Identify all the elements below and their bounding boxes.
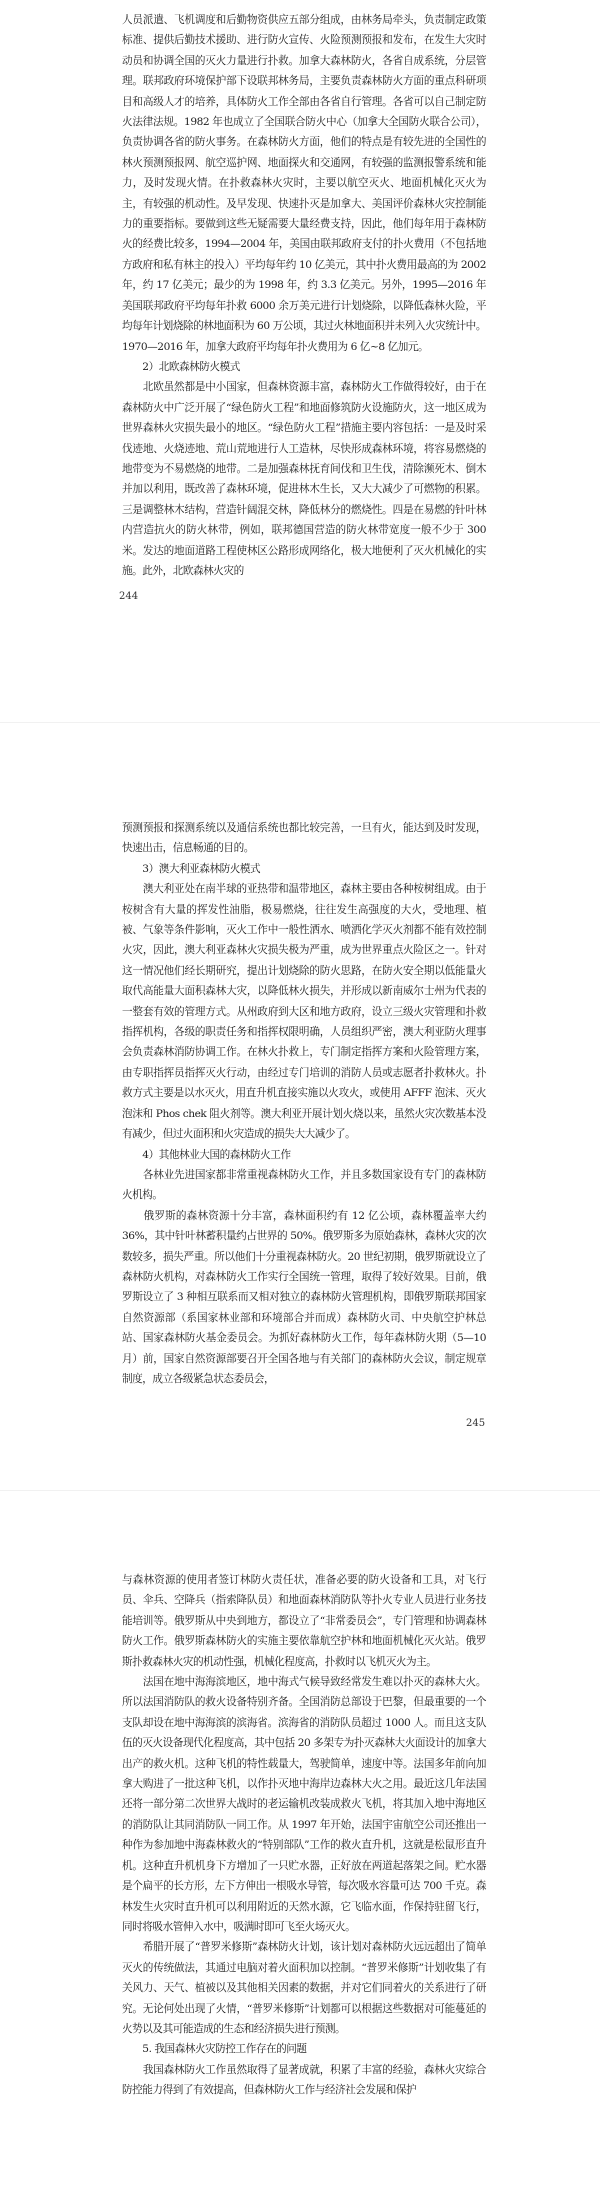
page-body-text: 人员派遣、飞机调度和后勤物资供应五部分组成，由林务局牵头，负责制定政策标准、提供后勤技术援助、进行防火宣传、火险预测预报和发布，在发生大灾时动员和协调全国的灭火力量进行扑救。加拿大森林防火，各省自成系统，分层管理。联邦政府环境保护部下设联邦林务局，主要负责森林防火方面的重点科研项目和高级人才的培养，具体防火工作全部由各省自行管理。各省可以自己制定防火法律法规。1982 年也成立了全国联合防火中心（加拿大全国防火联合公司），负责协调各省的防火事务。在森林防火方面，他们的特点是有较先进的全国性的林火预测预报网、航空巡护网、地面探火和交通网，有较强的监测报警系统和能力，及时发现火情。在扑救森林火灾时，主要以航空灭火、地面机械化灭火为主，有较强的机动性。及早发现、快速扑灭是加拿大、美国评价森林火灾控制能力的重要指标。要做到这些无疑需要大量经费支持，因此，他们每年用于森林防火的经费比较多，1994—2004 年，美国由联邦政府支付的扑火费用（不包括地方政府和私有林主的投入）平均每年约 10 亿美元，其中扑火费用最高的为 2002 年，约 17 亿美元；最少的为 1998 年，约 3.3 亿美元。另外，1995—2016 年美国联邦政府平均每年扑救 6000 余万美元进行计划烧除，以降低森林火险，平均每年计划烧除的林地面积为 60 万公顷，其过火林地面积并未列入火灾统计中。1970—2016 年，加拿大政府平均每年扑火费用为 6 亿~8 亿加元。 2）北欧森林防火模式 北欧虽然都是中小国家，但森林资源丰富，森林防火工作做得较好，由于在森林防火中广泛开展了“绿色防火工程”和地面修筑防火设施防火，这一地区成为世界森林火灾损失最小的地区。“绿色防火工程”措施主要内容包括：一是及时采伐迹地、火烧迹地、荒山荒地进行人工造林，尽快形成森林环境，将容易燃烧的地带变为不易燃烧的地带。二是加强森林抚育间伐和卫生伐，清除濒死木、倒木并加以利用，既改善了森林环境，促进林木生长，又大大减少了可燃物的积累。三是调整林木结构，营造针阔混交林，降低林分的燃烧性。四是在易燃的针叶林内营造抗火的防火林带，例如，联邦德国营造的防火林带宽度一般不少于 300 米。发达的地面道路工程使林区公路形成网络化，极大地便利了灭火机械化的实施。此外，北欧森林火灾的 xyxy=(122,14,486,577)
page-number: 244 xyxy=(119,591,139,602)
page-body-text: 与森林资源的使用者签订林防火责任状，准备必要的防火设备和工具，对飞行员、伞兵、空降兵（指索降队员）和地面森林消防队等扑火专业人员进行业务技能培训等。俄罗斯从中央到地方，都设立了“非常委员会”，专门管理和协调森林防火工作。俄罗斯森林防火的实施主要依靠航空护林和地面机械化灭火站。俄罗斯扑救森林火灾的机动性强，机械化程度高，扑救时以飞机灭火为主。 法国在地中海海滨地区，地中海式气候导致经常发生难以扑灭的森林大火。所以法国消防队的救火设备特别齐备。全国消防总部设于巴黎，但最重要的一个支队却设在地中海海滨的滨海省。滨海省的消防队员超过 1000 人。而且这支队伍的灭火设备现代化程度高，其中包括 20 多架专为扑灭森林大火面设计的加拿大出产的救火机。这种飞机的特性载量大，驾驶简单，速度中等。法国多年前向加拿大购进了一批这种飞机，以作扑灭地中海岸边森林大火之用。最近这几年法国还将一部分第二次世界大战时的老运输机改装成救火飞机，将其加入地中海地区的消防队让其同消防队一同工作。从 1997 年开始，法国宇宙航空公司还推出一种作为参加地中海森林救火的“特别部队”工作的救火直升机，这就是松鼠形直升机。这种直升机机身下方增加了一只贮水器，正好放在两道起落架之间。贮水器是个扁平的长方形，左下方伸出一根吸水导管，每次吸水容量可达 700 千克。森林发生火灾时直升机可以利用附近的天然水源，它飞临水面，作保持驻留飞行，同时将吸水管伸入水中，吸满时即可飞至火场灭火。 希腊开展了“普罗米修斯”森林防火计划，该计划对森林防火远远超出了简单灭火的传统做法，其通过电脑对着火面积加以控制。“普罗米修斯”计划收集了有关风力、天气、植被以及其他相关因素的数据，并对它们同着火的关系进行了研究。无论何处出现了火情，“普罗米修斯”计划都可以根据这些数据对可能蔓延的火势以及其可能造成的生态和经济损失进行预测。 5. 我国森林火灾防控工作存在的问题 我国森林防火工作虽然取得了显著成就，积累了丰富的经验，森林火灾综合防控能力得到了有效提高，但森林防火工作与经济社会发展和保护 xyxy=(122,1574,486,2097)
page-244 xyxy=(0,0,600,722)
page-body-text: 预测预报和探测系统以及通信系统也都比较完善，一旦有火，能达到及时发现，快速出击，信息畅通的目的。 3）澳大利亚森林防火模式 澳大利亚处在南半球的亚热带和温带地区，森林主要由各种桉树组成。由于桉树含有大量的挥发性油脂，极易燃烧，往往发生高强度的大火，受地理、植被、气象等条件影响，灭火工作中一般性洒水、喷洒化学灭火剂都不能有效控制火灾，因此，澳大利亚森林火灾损失极为严重，成为世界重点火险区之一。针对这一情况他们经长期研究，提出计划烧除的防火思路，在防火安全期以低能量火取代高能量大面积森林大灾，以降低林火损失，并形成以新南威尔士州为代表的一整套有效的管理方式。从州政府到大区和地方政府，设立三级火灾管理和扑救指挥机构，各级的职责任务和指挥权限明确，人员组织严密，澳大利亚防火理事会负责森林消防协调工作。在林火扑救上，专门制定指挥方案和火险管理方案，由专职指挥员指挥灭火行动，由经过专门培训的消防人员或志愿者扑救林火。扑救方式主要是以水灭火，用直升机直接实施以火攻火，或使用 AFFF 泡沫、灭火泡沫和 Phos chek 阻火剂等。澳大利亚开展计划火烧以来，虽然火灾次数基本没有减少，但过火面积和火灾造成的损失大大减少了。 4）其他林业大国的森林防火工作 各林业先进国家都非常重视森林防火工作，并且多数国家设有专门的森林防火机构。 俄罗斯的森林资源十分丰富，森林面积约有 12 亿公顷，森林覆盖率大约 36%，其中针叶林蓄积量约占世界的 50%。俄罗斯多为原始森林，森林火灾的次数较多，损失严重。所以他们十分重视森林防火。20 世纪初期，俄罗斯就设立了森林防火机构，对森林防火工作实行全国统一管理，取得了较好效果。目前，俄罗斯设立了 3 种相互联系而又相对独立的森林防火管理机构，即俄罗斯联邦国家自然资源部（系国家林业部和环境部合并而成）森林防火司、中央航空护林总站、国家森林防火基金委员会。为抓好森林防火工作，每年森林防火期（5—10 月）前，国家自然资源部要召开全国各地与有关部门的森林防火会议，制定规章制度，成立各级紧急状态委员会， xyxy=(122,822,486,1385)
page-245 xyxy=(0,722,600,1490)
page-number: 245 xyxy=(466,1418,486,1429)
page-246 xyxy=(0,1490,600,2207)
